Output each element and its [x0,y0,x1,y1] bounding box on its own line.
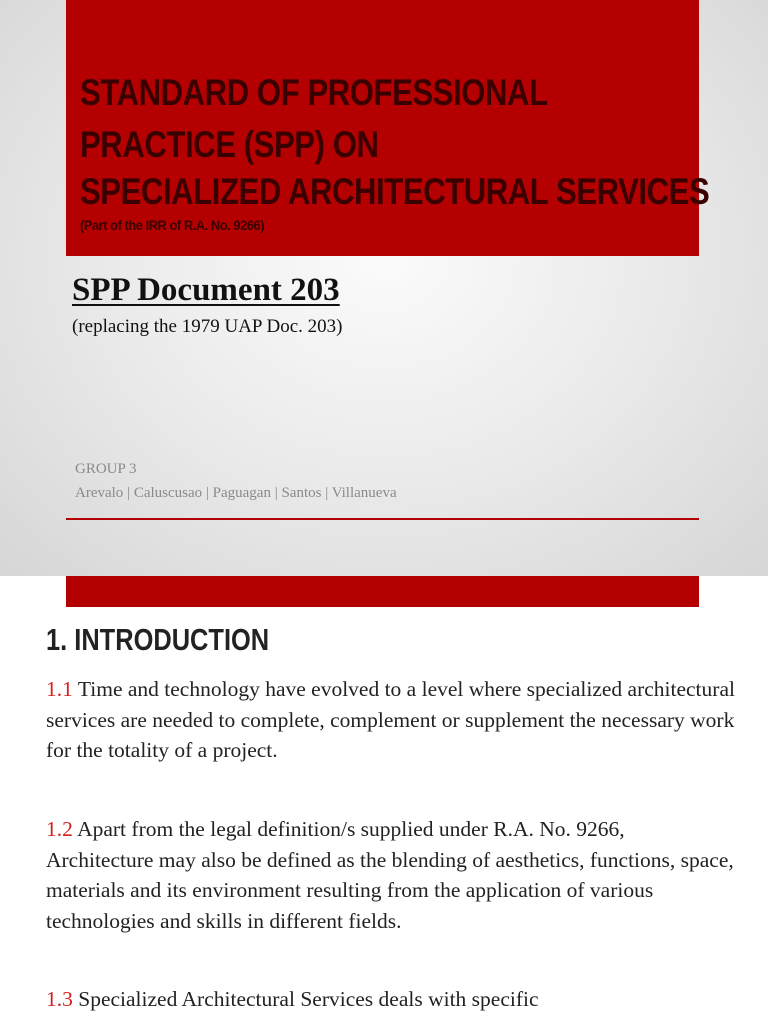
group-label: GROUP 3 [75,461,137,477]
document-title: SPP Document 203 [72,272,340,308]
title-banner [66,0,710,256]
title-note: (Part of the IRR of R.A. No. 9266) [80,217,265,233]
divider-line [66,518,699,520]
document-subtitle: (replacing the 1979 UAP Doc. 203) [72,316,343,337]
paragraph-text: Apart from the legal definition/s supplied under R.A. No. 9266, Architecture may also be defined as the blending of aesthetics, functions, space, materials and its environment resulting from the application of various technologies and skills in different fields. [46,817,734,933]
paragraph-number: 1.1 [46,677,73,701]
paragraph-text: Specialized Architectural Services deals with specific [78,987,539,1011]
title-line-3: SPECIALIZED ARCHITECTURAL SERVICES [80,171,710,212]
paragraph-1-3 [46,984,736,1015]
paragraph-1-2 [46,814,736,936]
paragraph-1-1 [46,674,736,766]
section-heading: 1. INTRODUCTION [46,622,270,657]
paragraph-number: 1.2 [46,817,73,841]
title-line-1: STANDARD OF PROFESSIONAL [80,72,548,113]
title-line-2: PRACTICE (SPP) ON [80,124,379,165]
slide-header-band [66,576,699,607]
group-members: Arevalo | Caluscusao | Paguagan | Santos | Villanueva [75,485,397,501]
introduction-slide [0,576,768,1024]
paragraph-number: 1.3 [46,987,73,1011]
paragraph-text: Time and technology have evolved to a level where specialized architectural services are needed to complete, complement or supplement the necessary work for the totality of a project. [46,677,735,762]
